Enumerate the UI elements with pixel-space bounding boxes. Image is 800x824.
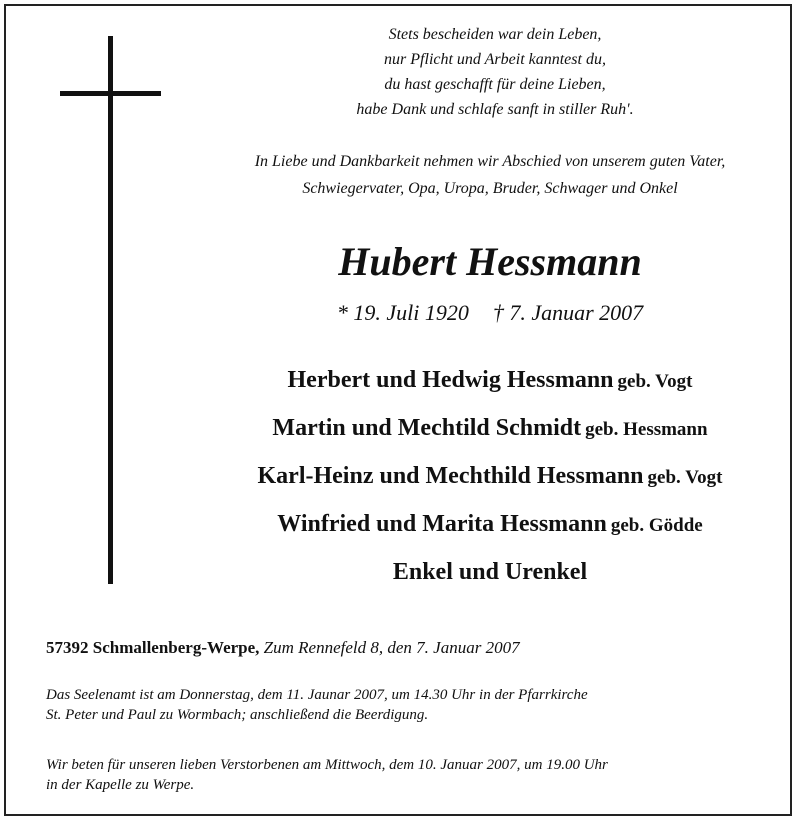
family-list bbox=[190, 356, 790, 596]
poem-line: habe Dank und schlafe sanft in stiller Ruh'. bbox=[356, 101, 634, 118]
requiem-info bbox=[46, 685, 588, 725]
poem-line: nur Pflicht und Arbeit kanntest du, bbox=[384, 51, 606, 68]
family-names: Winfried und Marita Hessmann bbox=[277, 511, 607, 537]
family-nee: geb. Vogt bbox=[617, 371, 693, 392]
requiem-line: St. Peter und Paul zu Wormbach; anschließend die Beerdigung. bbox=[46, 707, 429, 723]
family-names: Karl-Heinz und Mechthild Hessmann bbox=[257, 463, 644, 489]
address-line bbox=[46, 636, 520, 660]
deceased-name: Hubert Hessmann bbox=[338, 239, 642, 284]
death-date: † 7. Januar 2007 bbox=[492, 300, 644, 325]
family-nee: geb. Vogt bbox=[647, 467, 723, 488]
poem bbox=[300, 22, 690, 122]
family-names: Enkel und Urenkel bbox=[392, 559, 588, 585]
address-street: Zum Rennefeld 8, den 7. Januar 2007 bbox=[263, 638, 520, 657]
prayer-info bbox=[46, 755, 608, 795]
intro-line: In Liebe und Dankbarkeit nehmen wir Abschied von unserem guten Vater, bbox=[254, 153, 726, 170]
family-entry bbox=[190, 500, 790, 548]
intro-line: Schwiegervater, Opa, Uropa, Bruder, Schwager und Onkel bbox=[302, 180, 678, 197]
prayer-line: Wir beten für unseren lieben Verstorbenen am Mittwoch, dem 10. Januar 2007, um 19.00 Uhr bbox=[46, 757, 608, 773]
birth-date: * 19. Juli 1920 bbox=[336, 300, 469, 325]
family-entry bbox=[190, 404, 790, 452]
poem-line: du hast geschafft für deine Lieben, bbox=[384, 76, 606, 93]
cross-icon bbox=[108, 36, 113, 584]
family-nee: geb. Hessmann bbox=[585, 419, 708, 440]
poem-line: Stets bescheiden war dein Leben, bbox=[388, 26, 602, 43]
family-names: Martin und Mechtild Schmidt bbox=[272, 415, 582, 441]
family-entry bbox=[190, 548, 790, 596]
address-city: 57392 Schmallenberg-Werpe, bbox=[46, 638, 260, 657]
intro-text bbox=[190, 148, 790, 202]
requiem-line: Das Seelenamt ist am Donnerstag, dem 11. Jaunar 2007, um 14.30 Uhr in der Pfarrkirche bbox=[46, 687, 588, 703]
family-nee: geb. Gödde bbox=[610, 515, 703, 536]
family-entry bbox=[190, 452, 790, 500]
family-names: Herbert und Hedwig Hessmann bbox=[287, 367, 614, 393]
prayer-line: in der Kapelle zu Werpe. bbox=[46, 777, 195, 793]
cross-icon-bar bbox=[60, 91, 161, 96]
family-entry bbox=[190, 356, 790, 404]
life-dates bbox=[190, 298, 790, 328]
